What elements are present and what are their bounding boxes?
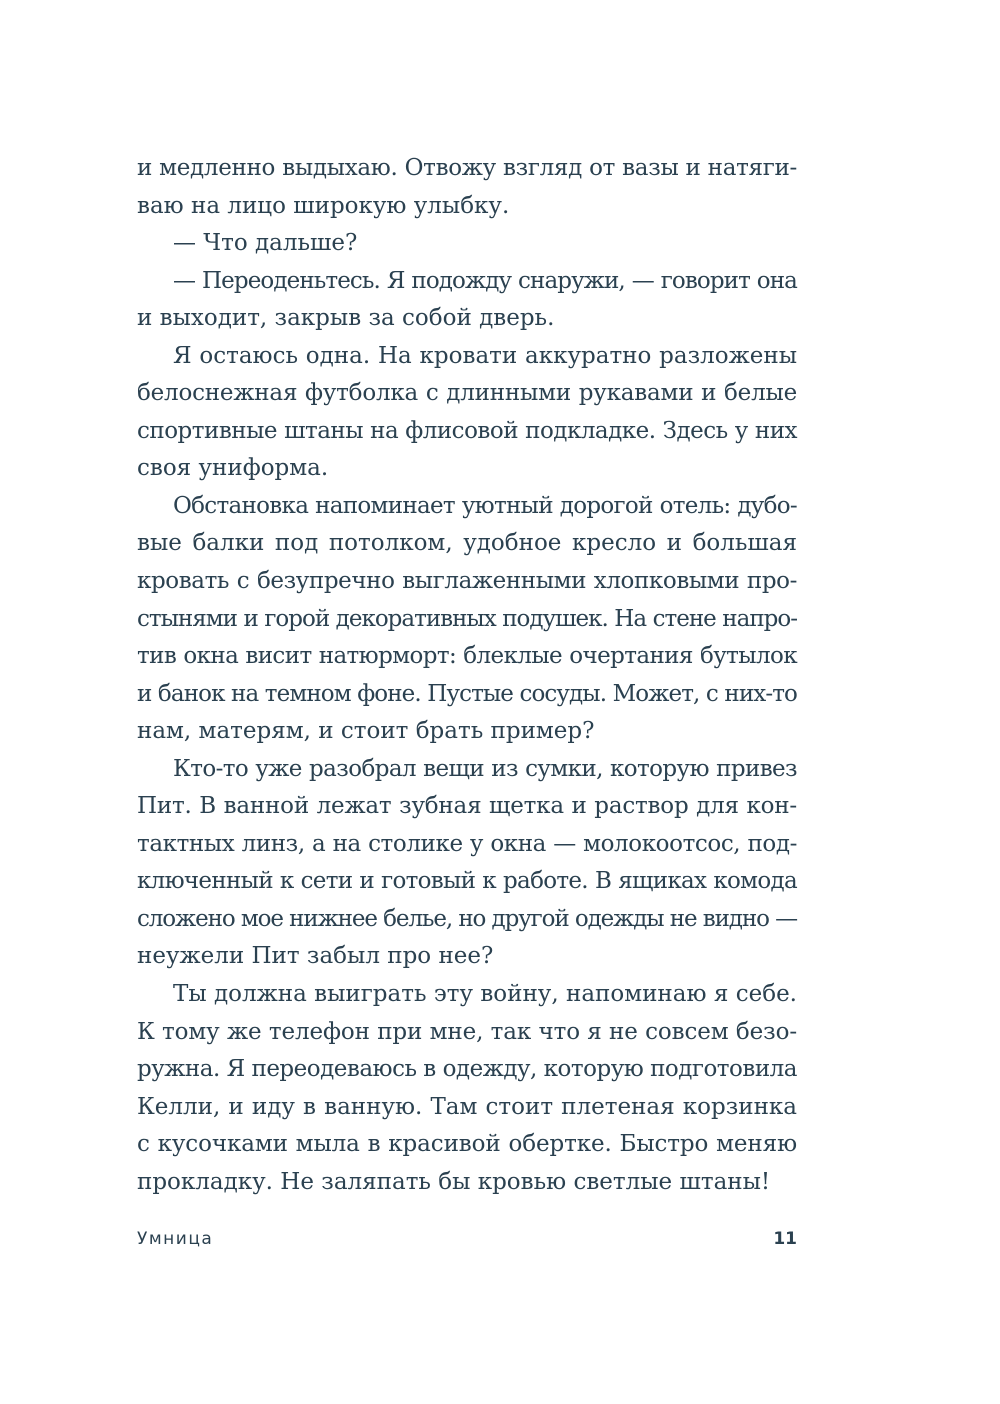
text-line: Кто-то уже разобрал вещи из сумки, которую привез xyxy=(173,755,797,782)
text-line: нам, матерям, и стоит брать пример? xyxy=(137,718,595,745)
text-line: неужели Пит забыл про нее? xyxy=(137,943,494,970)
text-line: Я остаюсь одна. На кровати аккуратно разложены xyxy=(173,342,797,369)
text-line: К тому же телефон при мне, так что я не совсем безо- xyxy=(137,1018,797,1045)
text-line: тив окна висит натюрморт: блеклые очертания бутылок xyxy=(137,643,797,670)
text-line: и банок на темном фоне. Пустые сосуды. Может, с них-то xyxy=(137,680,797,707)
text-line: и медленно выдыхаю. Отвожу взгляд от вазы и натяги- xyxy=(137,155,797,181)
running-footer-book-title: Умница xyxy=(137,1229,214,1249)
text-line: Ты должна выиграть эту войну, напоминаю я себе. xyxy=(173,981,797,1008)
text-line: стынями и горой декоративных подушек. На стене напро- xyxy=(137,605,797,632)
text-line: своя униформа. xyxy=(137,455,329,482)
text-line: ключенный к сети и готовый к работе. В ящиках комода xyxy=(137,868,797,895)
text-line: с кусочками мыла в красивой обертке. Быстро меняю xyxy=(137,1131,797,1158)
text-line: сложено мое нижнее белье, но другой одежды не видно — xyxy=(137,905,797,932)
body-text xyxy=(137,150,797,1201)
text-line: Пит. В ванной лежат зубная щетка и раствор для кон- xyxy=(137,793,797,820)
text-line: прокладку. Не заляпать бы кровью светлые штаны! xyxy=(137,1168,771,1195)
text-line: — Что дальше? xyxy=(173,230,358,257)
text-line: белоснежная футболка с длинными рукавами и белые xyxy=(137,380,797,407)
text-line: Обстановка напоминает уютный дорогой отель: дубо- xyxy=(173,492,797,519)
text-line: ваю на лицо широкую улыбку. xyxy=(137,192,510,219)
page-number: 11 xyxy=(773,1229,797,1249)
text-line: — Переоденьтесь. Я подожду снаружи, — говорит она xyxy=(173,267,797,294)
text-line: кровать с безупречно выглаженными хлопковыми про- xyxy=(137,568,797,595)
text-line: тактных линз, а на столике у окна — молокоотсос, под- xyxy=(137,830,797,857)
text-line: Келли, и иду в ванную. Там стоит плетеная корзинка xyxy=(137,1093,797,1120)
text-line: вые балки под потолком, удобное кресло и большая xyxy=(137,530,797,557)
text-line: ружна. Я переодеваюсь в одежду, которую подготовила xyxy=(137,1056,797,1083)
text-line: спортивные штаны на флисовой подкладке. Здесь у них xyxy=(137,417,797,444)
text-line: и выходит, закрыв за собой дверь. xyxy=(137,305,555,332)
